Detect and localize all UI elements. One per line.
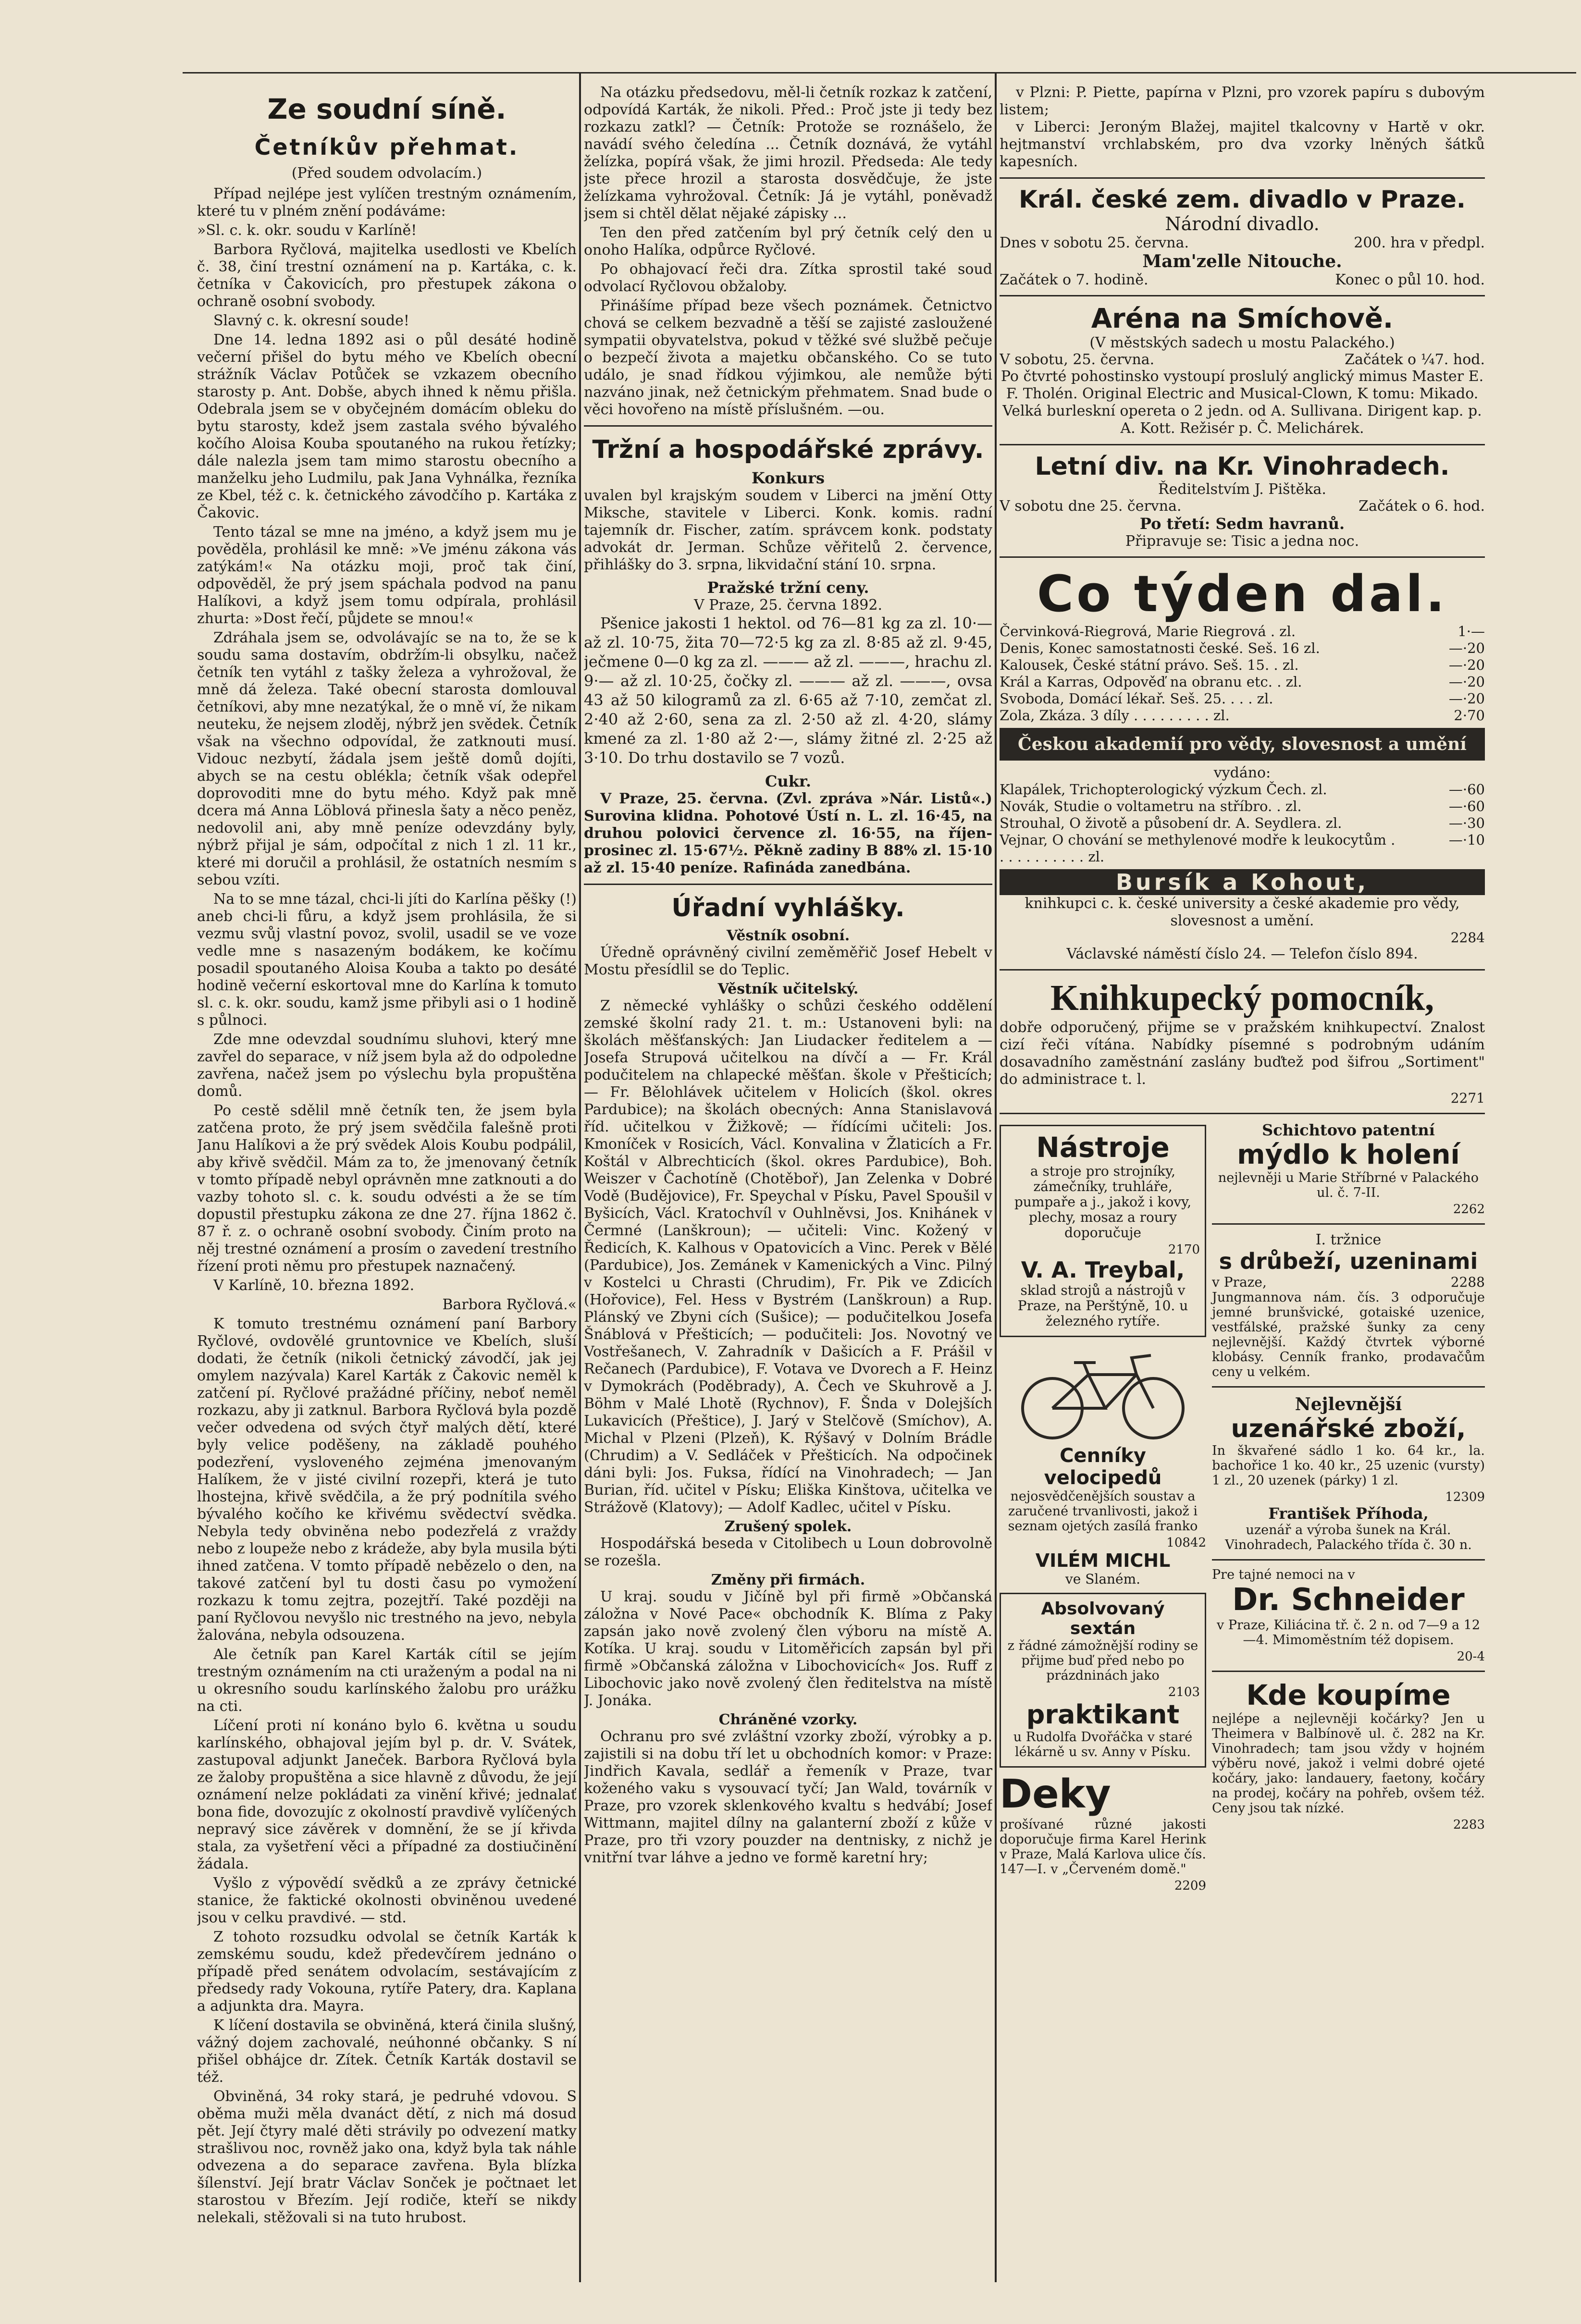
book-price: —·10 bbox=[1448, 832, 1485, 848]
praktikant-text: u Rudolfa Dvořáčka v staré lékárně u sv. Anny v Písku. bbox=[1013, 1730, 1193, 1759]
market-section-title: Tržní a hospodářské zprávy. bbox=[592, 435, 984, 464]
book-price: —·20 bbox=[1448, 690, 1485, 707]
uzen-title: Nejlevnější bbox=[1295, 1394, 1402, 1414]
paragraph: Hospodářská beseda v Citolibech u Loun dobrovolně se rozešla. bbox=[584, 1535, 992, 1569]
letni-title: Letní div. na Kr. Vinohradech. bbox=[1035, 452, 1450, 481]
paragraph: Případ nejlépe jest vylíčen trestným oznámením, které tu v plném znění podáváme: bbox=[197, 185, 577, 220]
cenniky-text: nejosvědčenějších soustav a zaručené trvanlivosti, jakož i seznam ojetých zasílá franko bbox=[1008, 1489, 1198, 1534]
book-list-row bbox=[1000, 623, 1485, 640]
divider bbox=[1000, 177, 1485, 179]
arena-subtitle: (V městských sadech u mostu Palackého.) bbox=[1089, 334, 1395, 351]
theatre-play: Mam'zelle Nitouche. bbox=[1142, 251, 1342, 271]
subheading: Změny při firmách. bbox=[711, 1572, 865, 1588]
book-title: Svoboda, Domácí lékař. Seš. 25. . . . zl. bbox=[1000, 690, 1273, 707]
subheading: Cukr. bbox=[765, 772, 811, 790]
ads-grid bbox=[1000, 1121, 1485, 1893]
column-3 bbox=[1000, 84, 1485, 2294]
divider bbox=[1000, 1113, 1485, 1114]
paragraph: »Sl. c. k. okr. soudu v Karlíně! bbox=[197, 222, 417, 239]
subheading: Věstník osobní. bbox=[726, 927, 850, 944]
ad-number: 2284 bbox=[1450, 930, 1485, 946]
schicht-big: mýdlo k holení bbox=[1237, 1139, 1460, 1170]
paragraph: Přinášíme případ beze všech poznámek. Četnictvo chová se celkem bezvadně a těší se zajisté zasloužené sympatii obyvatelstva, pokud v těžké své službě pečuje o bezpečí života a majetku občanského. Co se tuto událo, je snad řídkou výjimkou, ale nemůže býti nazváno jinak, než četnickým přehmatem. Snad bude o věci hovořeno na místě příslušném. —ou. bbox=[584, 297, 992, 418]
paragraph: Líčení proti ní konáno bylo 6. května u soudu karlínského, obhajoval jejím byl p. dr. V. Svátek, zastupoval adjunkt Janeček. Barbora Ryčlová byla ze žaloby propuštěna a sice hlavně z důvodu, že její oznámení nelze pokládati za vinění křivé; jednalať bona fide, dovozujíc z okolností pravdivě vylíčených nepravý sice závěrek v domnění, že se jí křivda stala, za vyšetření věci a případné za dostiučinění žádala. bbox=[197, 1717, 577, 1872]
ad-number: 2209 bbox=[1174, 1879, 1206, 1893]
paragraph: Na otázku předsedovu, měl-li četník rozkaz k zatčení, odpovídá Karták, že nikoli. Před.: Proč jste ji tedy bez rozkazu zatkl? — Četník: Protože se roznášelo, že navádí svého čeledína ... Četník doznává, že vytáhl želízka, popírá však, že jimi hrozil. Předseda: Ale tedy jste přece hrozil a starosta dosvědčuje, že jste želízkama vyhrožoval. Četník: Já je vytáhl, poněvadž jsem si chtěl dělat nějaké zápisky ... bbox=[584, 84, 992, 222]
schicht-text: nejlevněji u Marie Stříbrné v Palackého ul. č. 7-II. bbox=[1218, 1170, 1479, 1200]
arena-title: Aréna na Smíchově. bbox=[1091, 303, 1394, 334]
paragraph: uvalen byl krajským soudem v Liberci na jmění Otty Mikschе, stavitele v Liberci. Konk. komis. radní tajemník dr. Fischer, zatím. správcem konk. podstaty advokát dr. Jerman. Schůze věřitelů 2. července, přihlášky do 3. srpna, likvidační stání 10. srpna. bbox=[584, 487, 992, 573]
deky-text: prošívané různé jakosti doporučuje firma Karel Herink v Praze, Malá Karlova ulice čís. 147—I. v „Červeném domě." bbox=[1000, 1817, 1206, 1877]
letni-play: Po třetí: Sedm havranů. bbox=[1139, 515, 1345, 533]
book-title: Zola, Zkáza. 3 díly . . . . . . . . . zl. bbox=[1000, 707, 1230, 724]
akademie-subtitle: vydáno: bbox=[1213, 764, 1271, 781]
trznice-big: s drůbeží, uzeninami bbox=[1219, 1248, 1478, 1274]
paragraph: Ten den před zatčením byl prý četník celý den u onoho Halíka, odpůrce Ryčlové. bbox=[584, 224, 992, 258]
divider bbox=[1000, 444, 1485, 445]
divider bbox=[1212, 1386, 1485, 1388]
article-body bbox=[197, 185, 577, 2226]
subheading: Chráněné vzorky. bbox=[718, 1711, 858, 1728]
paragraph: Zdráhala jsem se, odvolávajíc se na to, že se k soudu sama dostavím, obdržím-li obsylku, načež četník ten vytáhl z tašky železa a vyhrožoval, že mně dá železa. Také obecní starosta domlouval četníkovi, aby mne nezatýkal, že o mně ví, že nikam neuteku, že nejsem zloděj, nýbrž jen svědek. Četník však na všechno odpovídal, že zatknouti musí. Vidouc nezbytí, žádala jsem ještě domů dojíti, abych se na cestu oblékla; četník však odepřel doprovoditi mne do bytu mého. Když pak mně dcera má Anna Löblová přinesla šaty a něco peněz, nedovolil ani, aby mně peníze odevzdány byly, nýbrž přijal je sám, odpočítal z nich 1 zl. 11 kr., které mi doručil a prohlásil, že ostatních nesmím s sebou vzíti. bbox=[197, 629, 577, 888]
arena-date: V sobotu, 25. června. bbox=[1000, 351, 1155, 368]
book-list-row bbox=[1000, 832, 1485, 865]
cenniky-title: Cenníky velocipedů bbox=[1044, 1445, 1162, 1489]
theatre-subtitle: Národní divadlo. bbox=[1165, 213, 1320, 234]
paragraph: Slavný c. k. okresní soude! bbox=[213, 312, 409, 329]
akademie-list bbox=[1000, 781, 1485, 865]
book-list-row bbox=[1000, 657, 1485, 674]
book-list-row bbox=[1000, 707, 1485, 724]
uzen-seller: František Příhoda, bbox=[1268, 1504, 1429, 1523]
ad-number: 2271 bbox=[1450, 1090, 1485, 1106]
paragraph: Po obhajovací řeči dra. Zítka sprostil také soud odvolací Ryčlovou obžaloby. bbox=[584, 261, 992, 295]
dateline: V Praze, 25. června 1892. bbox=[694, 597, 882, 614]
akademie-title: Českou akademií pro vědy, slovesnost a umění bbox=[1000, 728, 1485, 761]
deky-title: Deky bbox=[1000, 1771, 1111, 1817]
book-title: Klapálek, Trichopterologický výzkum Čech. zl. bbox=[1000, 781, 1327, 798]
ad-number: 12309 bbox=[1445, 1490, 1485, 1504]
koupime-title: Kde koupíme bbox=[1246, 1679, 1451, 1711]
letni-upcoming: Připravuje se: Tisic a jedna noc. bbox=[1125, 533, 1359, 550]
schneider-title: Dr. Schneider bbox=[1232, 1582, 1465, 1618]
trznice-title: I. tržnice bbox=[1315, 1231, 1382, 1248]
signature: Barbora Ryčlová.« bbox=[442, 1296, 577, 1313]
treybal-title: V. A. Treybal, bbox=[1021, 1257, 1185, 1283]
schicht-title: Schichtovo patentní bbox=[1262, 1121, 1435, 1139]
theatre-start: Začátek o 7. hodině. bbox=[1000, 271, 1149, 288]
praktikant: praktikant bbox=[1026, 1699, 1180, 1730]
nastroje-text: a stroje pro strojníky, zámečníky, truhláře, pumpaře a j., jakož i kovy, plechy, mosaz a roury doporučuje bbox=[1014, 1163, 1192, 1241]
schneider-text: v Praze, Kiliácina tř. č. 2 n. od 7—9 a 12—4. Mimoměstním též dopisem. bbox=[1216, 1618, 1481, 1648]
book-list-row bbox=[1000, 690, 1485, 707]
paragraph: Na to se mne tázal, chci-li jíti do Karlína pěšky (!) aneb chci-li fůru, a když jsem prohlásila, že si vezmu svůj vlastní povoz, svolil, usadil se ve voze vedle mne s nasazeným bodákem, ke kočímu posadil spoutaného Aloisa Kouba a takto po desáté hodině večerní eskortoval mne do Karlína k tomuto sl. c. k. okr. soudu, kamž jsme přibyli asi o 1 hodině s půlnoci. bbox=[197, 891, 577, 1029]
book-list-row bbox=[1000, 674, 1485, 690]
divider bbox=[584, 425, 992, 427]
absol-ad bbox=[1000, 1593, 1206, 1768]
book-list-row bbox=[1000, 815, 1485, 832]
paragraph: K tomuto trestnému oznámení paní Barbory Ryčlové, ovdovělé gruntovnice ve Kbelích, sluší dodati, že četník (nikoli četnický závodčí, jak jej omylem nazývala) Karel Karták z Čakovic neměl k zatčení pí. Ryčlové pražádné příčiny, neboť neměl rozkazu, aby ji zatknul. Barbora Ryčlová byla pozdě večer odvedena od svých čtyř malých dětí, které byly velice poděšeny, na základě pouhého podezření, vysloveného zejména jmenovaným Halíkem, že v jisté civilní rozepři, která je tuto lhostejna, křivě svědčila, a že prý podnítila svého bývalého kočího ke křivému svědectví svědka. Nebyla tedy obviněna nebo podezřelá z vraždy nebo z loupeže nebo z krádeže, aby byla musila býti ihned zatčena. V tomto případě nebězelo o den, na takové zatčení byl tu dosti času po vymožení rozkazu k tomu zejtra, pozejtří. Také později na paní Ryčlovou nevyšlo nic trestného na jevo, nebyla žalována, nebyla odsouzena. bbox=[197, 1316, 577, 1644]
arena-start: Začátek o ¼7. hod. bbox=[1345, 351, 1485, 368]
divider bbox=[1000, 295, 1485, 296]
section-title: Ze soudní síně. bbox=[267, 93, 506, 125]
paragraph: Zde mne odevzdal soudnímu sluhovi, který mne zavřel do separace, v níž jsem byla až do odpoledne zavřena, načež jsem po výslechu byla propuštěna domů. bbox=[197, 1031, 577, 1100]
book-price: —·60 bbox=[1448, 781, 1485, 798]
paragraph: Dne 14. ledna 1892 asi o půl desáté hodině večerní přišel do bytu mého ve Kbelích obecní strážník Václav Potůček se vzkazem obecního starosty p. Ant. Dobše, abych ihned k němu přišla. Odebrala jsem se v obyčejném domácím obleku do bytu starosty, kdež jsem zastala svého bývalého kočího Aloisa Kouba spoutaného na rukou řetízky; dále nalezla jsem tam mimo starostu obecního a manželku jeho Ludmilu, pak Jana Vyhnálka, řezníka ze Kbel, též c. k. četnického závodčího p. Kartáka z Čakovic. bbox=[197, 332, 577, 521]
column-divider bbox=[579, 72, 581, 2282]
book-title: Červinková-Riegrová, Marie Riegrová . zl. bbox=[1000, 623, 1296, 639]
article-title: Četníkův přehmat. bbox=[254, 134, 519, 160]
treybal-text: sklad strojů a nástrojů v Praze, na Perštýně, 10. u železného rytíře. bbox=[1017, 1282, 1188, 1329]
paragraph: Ale četník pan Karel Karták cítil se jejím trestným oznámením na cti uraženým a podal na ni u okresního soudu karlínského žalobu pro urážku na cti. bbox=[197, 1646, 577, 1715]
book-title: Novák, Studie o voltametru na stříbro. . zl. bbox=[1000, 798, 1302, 814]
ads-left bbox=[1000, 1121, 1206, 1893]
bicycle-icon bbox=[1007, 1341, 1199, 1442]
schneider-pre: Pre tajné nemoci na v bbox=[1212, 1567, 1355, 1582]
uzen-text: In škvařené sádlo 1 ko. 64 kr., la. bachořice 1 ko. 40 kr., 25 uzenic (vursty) 1 zl., 20 uzenek (párky) 1 zl. bbox=[1212, 1443, 1485, 1488]
book-list-row bbox=[1000, 640, 1485, 657]
column-2 bbox=[584, 84, 992, 2294]
article-subtitle: (Před soudem odvolacím.) bbox=[291, 165, 482, 182]
divider bbox=[1000, 969, 1485, 971]
ads-right bbox=[1212, 1121, 1485, 1893]
trznice-placeline bbox=[1212, 1274, 1485, 1290]
arena-text: Po čtvrté pohostinsko vystoupí proslulý anglický mimus Master E. F. Tholén. Original Electric and Musical-Clown, K tomu: Mikado. Velká burleskní opereta o 2 jedn. od A. Sullivana. Dirigent kap. p. A. Kott. Režisér p. Č. Melichárek. bbox=[1000, 368, 1484, 437]
divider bbox=[1212, 1559, 1485, 1561]
paragraph: v Plzni: P. Piette, papírna v Plzni, pro vzorek papíru s dubovým listem; bbox=[1000, 84, 1485, 118]
theatre-hra: 200. hra v předpl. bbox=[1354, 234, 1485, 251]
paragraph: Z tohoto rozsudku odvolal se četník Karták k zemskému soudu, kdež předevčírem jednáno o případě před senátem odvolacím, sestávajícím z předsedy rady Vokouna, rytíře Patery, dra. Kaplana a adjunkta dra. Mayra. bbox=[197, 1929, 577, 2015]
michl-subtitle: ve Slaném. bbox=[1065, 1571, 1141, 1587]
paragraph: Vyšlo z výpovědí svědků a ze zprávy četnické stanice, že faktické okolnosti obviněnou uvedené jsou v celku pravdivé. — std. bbox=[197, 1875, 577, 1926]
divider bbox=[1212, 1223, 1485, 1225]
book-price: —·20 bbox=[1448, 657, 1485, 673]
absol-text: z řádné zámožnější rodiny se přijme buď před nebo po prázdninách jako bbox=[1007, 1638, 1198, 1683]
subheading: Zrušený spolek. bbox=[724, 1518, 852, 1535]
paragraph: Pšenice jakosti 1 hektol. od 76—81 kg za zl. 10·— až zl. 10·75, žita 70—72·5 kg za zl. 8·85 až zl. 9·45, ječmene 0—0 kg za zl. ——— až zl. ———, hrachu zl. 9·— až zl. 10·25, čočky zl. ——— až zl. ———, ovsa 43 až 50 kilogramů za zl. 6·65 až 7·10, zemčat zl. 2·40 až 2·60, sena za zl. 2·50 až zl. 4·20, slámy kmené za zl. 1·80 až 2·—, slámy žitné zl. 2·25 až 3·10. Do trhu dostavilo se 7 vozů. bbox=[584, 614, 992, 767]
book-title: Král a Karras, Odpověď na obranu etc. . zl. bbox=[1000, 674, 1302, 690]
arena-dateline bbox=[1000, 351, 1485, 368]
paragraph: Tento tázal se mne na jméno, a když jsem mu je pověděla, prohlásil ke mně: »Ve jménu zákona vás zatýkám!« Na otázku moji, proč tak činí, odpověděl, že prý jsem spáchala podvod na panu Halíkovi, a když jsem tomu odpírala, prohlásil zhurta: »Dost řečí, půjdete se mnou!« bbox=[197, 524, 577, 627]
divider bbox=[1212, 1671, 1485, 1672]
paragraph: V Karlíně, 10. března 1892. bbox=[213, 1277, 415, 1294]
paragraph: Z německé vyhlášky o schůzi českého oddělení zemské školní rady 21. t. m.: Ustanoveni byli: na školách měšťanských: Jan Liudacker ředitelem a — Josefa Strupová učitelkou na dívčí a — Fr. Král podučitelem na chlapecké měšťan. škole v Přešticích; — Fr. Bělohlávek učitelem v Holicích (škol. okres Pardubice); na školách obecných: Anna Stanislavová říd. učitelkou v Žižkově; — řídícími učiteli: Jos. Kmoníček v Rosicích, Václ. Konvalina v Žlaticích a Fr. Koštál v Albrechticích (škol. okres Pardubice), Boh. Weiszer v Čachotíně (Chotěboř), Jan Zelenka v Dobré Vodě (Budějovice), Fr. Speychal v Písku, Pavel Spoušil v Byšicích, Václ. Kratochvíl v Ouhlněvsi, Jos. Knihánek v Čermné (Lanškroun); — učiteli: Vinc. Kožený v Ředicích, K. Kalhous v Opatovicích a Vinc. Perek v Bělé (Pardubice), Jos. Zemánek v Kamenických a Vinc. Pilný v Kostelci u Chrasti (Chrudim), Fr. Pik ve Zdicích (Hořovice), Fel. Hess v Bystrém (Lanškroun) a Rup. Plánský ve Zbyni cích (Sušice); — podučitelkou Josefa Šnáblová v Přešticích; — podučiteli: Jos. Novotný ve Vostřešanech, V. Zahradník v Dašicích a F. Prášil v Rečanech (Pardubice), F. Votava ve Dvorech a F. Heinz v Dymokrách (Poděbrady), A. Čech ve Skuhrově a J. Böhm v Malé Lhotě (Rychnov), F. Šnda v Dolejších Lukavicích (Přeštice), J. Jarý v Stelčově (Smíchov), A. Michal v Plzeni (Plzeň), K. Rýšavý v Dolním Brádle (Chrudim) a V. Sedláček v Přešticích. Na odpočinek dáni byli: Jos. Fuksa, řídící na Vinohradech; — Jan Burian, říd. učitel v Písku; Eliška Kinštova, učitelka ve Strážově (Klatovy); — Adolf Kadlec, učitel v Písku. bbox=[584, 997, 992, 1516]
book-list-row bbox=[1000, 798, 1485, 815]
ad-number: 20-4 bbox=[1457, 1649, 1485, 1664]
letni-dateline bbox=[1000, 498, 1485, 515]
nastroje-ad bbox=[1000, 1125, 1206, 1337]
uzen-seller-text: uzenář a výroba šunek na Král. Vinohradech, Palackého třída č. 30 n. bbox=[1225, 1523, 1472, 1552]
tyden-title: Co týden dal. bbox=[1037, 565, 1448, 623]
book-price: 2·70 bbox=[1454, 707, 1485, 724]
nastroje-title: Nástroje bbox=[1036, 1131, 1170, 1164]
ad-number: 2262 bbox=[1453, 1202, 1485, 1217]
theatre-times bbox=[1000, 271, 1485, 288]
book-title: Denis, Konec samostatnosti české. Seš. 16 zl. bbox=[1000, 640, 1320, 656]
paragraph: K líčení dostavila se obviněná, která činila slušný, vážný dojem zachovalé, neúhonné občanky. S ní přišel obhájce dr. Zítek. Četník Karták dostavil se též. bbox=[197, 2017, 577, 2086]
urad-section-title: Úřadní vyhlášky. bbox=[671, 894, 905, 922]
top-rule bbox=[183, 72, 1576, 74]
trznice-text: Jungmannova nám. čís. 3 odporučuje jemné brunšvické, gotaiské uzenice, vestfálské, pražské šunky za ceny nejlevnější. Každý čtvrtek výborné klobásy. Cenník franko, prodavačům ceny u velkém. bbox=[1212, 1290, 1485, 1379]
letni-date: V sobotu dne 25. června. bbox=[1000, 498, 1182, 515]
divider bbox=[1000, 556, 1485, 558]
ad-number: 2283 bbox=[1453, 1818, 1485, 1832]
paragraph: Úředně oprávněný civilní zeměměřič Josef Hebelt v Mostu přesídlil se do Teplic. bbox=[584, 944, 992, 978]
paragraph: Obviněná, 34 roky stará, je pedruhé vdovou. S oběma muži měla dvanáct dětí, z nich má dosud pět. Její čtyry malé děti strávily po odvezení matky strašlivou noc, rovněž jako ona, když byla tak náhle odvezena a do separace zavřena. Byla blízka šílenství. Její bratr Václav Sonček je počtnaet let starostou v Březím. Její rodiče, kteří se nikdy nelekali, stěžovali si na tuto hrubost. bbox=[197, 2088, 577, 2226]
book-price: —·30 bbox=[1448, 815, 1485, 831]
koupime-text: nejlépe a nejlevněji kočárky? Jen u Theimera v Balbínově ul. č. 282 na Kr. Vinohradech; tam jsou vždy v hojném výběru nové, jakož i velmi dobré ojeté kočáry, jako: landauery, faetony, kočáry na prodej, kočáry na pohřeb, ovšem též. Ceny jsou tak nízké. bbox=[1212, 1711, 1485, 1816]
ad-number: 2103 bbox=[1168, 1685, 1200, 1699]
ad-number: 10842 bbox=[1166, 1536, 1206, 1550]
book-title: Vejnar, O chování se methylenové modře k leukocytům . . . . . . . . . . . zl. bbox=[1000, 832, 1396, 865]
letni-subtitle: Ředitelstvím J. Pištěka. bbox=[1158, 481, 1326, 498]
paragraph: Ochranu pro své zvláštní vzorky zboží, výrobky a p. zajistili si na dobu tří let u obchodních komor: v Praze: Jindřich Kavala, sedlář a řemeník v Praze, tvar koženého vaku s vysouvací tyčí; Jan Wald, továrník v Praze, pro vzorek sklenkového kvaltu s hedvábí; Josef Wittmann, majitel dílny na galanterní zboží z kůže v Praze, pro tři vzory pouzder na dentnisky, z nichž je vnitřní tvar láhve a jedno ve formě karetní hry; bbox=[584, 1728, 992, 1866]
book-price: —·20 bbox=[1448, 640, 1485, 656]
book-list-row bbox=[1000, 781, 1485, 798]
column-divider bbox=[995, 72, 997, 2282]
paragraph: Barbora Ryčlová, majitelka usedlosti ve Kbelích č. 38, činí trestní oznámení na p. Kartáka, c. k. četníka v Čakovicích, pro přestupek zákona o ochraně osobní svobody. bbox=[197, 241, 577, 310]
letni-start: Začátek o 6. hod. bbox=[1359, 498, 1485, 515]
paragraph: v Liberci: Jeroným Blažej, majitel tkalcovny v Hartě v okr. hejtmanství vrchlabském, pro dva vzorky lněných šátků kapesních. bbox=[1000, 119, 1485, 170]
knih-title: Knihkupecký pomocník, bbox=[1050, 978, 1434, 1018]
subheading: Věstník učitelský. bbox=[717, 981, 859, 997]
column-1 bbox=[197, 84, 577, 2294]
tyden-list bbox=[1000, 623, 1485, 724]
paragraph: Po cestě sdělil mně četník ten, že jsem byla zatčena proto, že prý jsem svědčila falešně proti Janu Halíkovi a že prý svědek Alois Koubu podpálil, aby křivě svědčil. Mám za to, že jmenovaný četník v tomto případě nebyl oprávněn mne zatknouti a do vazby tohoto sl. c. k. soudu odvésti a že se tím dopustil přestupku zákona ze dne 27. října 1862 č. 87 ř. z. o ochraně osobní svobody. Činím proto na něj trestné oznámení a prosím o zavedení trestního řízení proti němu pro přestupek naznačený. bbox=[197, 1102, 577, 1275]
bursik-text: knihkupci c. k. české university a české akademie pro vědy, slovesnost a umění. bbox=[1025, 895, 1460, 929]
subheading: Pražské tržní ceny. bbox=[707, 578, 869, 597]
michl-title: VILÉM MICHL bbox=[1035, 1550, 1171, 1571]
bursik-title: Bursík a Kohout, bbox=[1000, 869, 1485, 895]
uzen-big: uzenářské zboží, bbox=[1231, 1414, 1466, 1443]
book-title: Strouhal, O životě a působení dr. A. Seydlera. zl. bbox=[1000, 815, 1342, 831]
ad-number: 2288 bbox=[1450, 1274, 1485, 1290]
book-price: —·60 bbox=[1448, 798, 1485, 814]
absol-title: Absolvovaný sextán bbox=[1041, 1599, 1165, 1638]
bursik-address: Václavské náměstí číslo 24. — Telefon číslo 894. bbox=[1066, 946, 1418, 962]
paragraph: U kraj. soudu v Jičíně byl při firmě »Občanská záložna v Nové Pace« obchodník K. Blíma z Paky zapsán jako nově zvolený člen výboru na místě A. Kotíka. U kraj. soudu v Litoměřicích zapsán byl při firmě »Občanská záložna v Libochovicích« Jos. Ruff z Libochovic jako nově zvolený člen ředitelstva na místě J. Jonáka. bbox=[584, 1588, 992, 1709]
knih-text: dobře odporučený, přijme se v pražském knihkupectví. Znalost cizí řeči vítána. Nabídky písemné s podrobným udáním dosavadního zaměstnání zaslány buďtež pod šifrou „Sortiment" do administrace t. l. bbox=[1000, 1019, 1485, 1088]
paragraph: V Praze, 25. června. (Zvl. zpráva »Nár. Listů«.) Surovina klidna. Pohotové Ústí n. L. zl. 16·45, na druhou polovici července zl. 16·55, na říjen-prosinec zl. 15·67½. Pěkně zadiny B 88% zl. 15·10 až zl. 15·40 peníze. Rafináda zanedbána. bbox=[584, 790, 992, 876]
book-price: 1·— bbox=[1457, 623, 1485, 639]
theatre-dateline bbox=[1000, 234, 1485, 251]
ad-number: 2170 bbox=[1168, 1242, 1200, 1257]
subheading: Konkurs bbox=[751, 469, 825, 487]
trznice-place: v Praze, bbox=[1212, 1274, 1267, 1290]
theatre-end: Konec o půl 10. hod. bbox=[1335, 271, 1485, 288]
book-price: —·20 bbox=[1448, 674, 1485, 690]
theatre-date: Dnes v sobotu 25. června. bbox=[1000, 234, 1189, 251]
divider bbox=[584, 884, 992, 885]
book-title: Kalousek, České státní právo. Seš. 15. . zl. bbox=[1000, 657, 1299, 673]
theatre-title: Král. české zem. divadlo v Praze. bbox=[1019, 185, 1466, 213]
